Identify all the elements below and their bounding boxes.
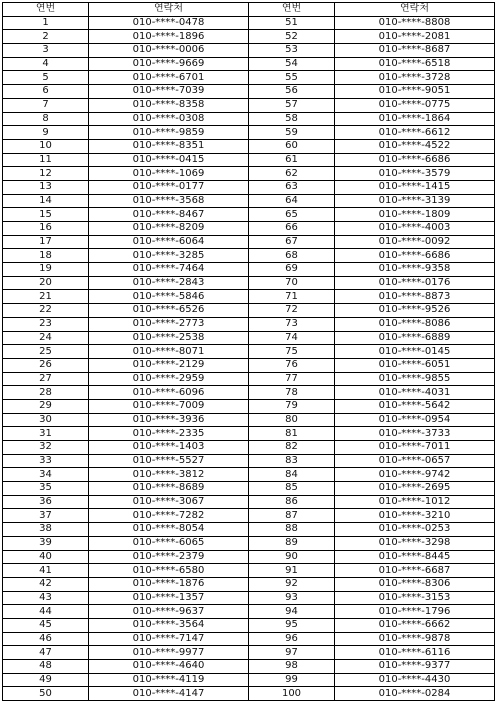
phone-cell: 010-****-2843 — [89, 276, 249, 290]
phone-cell: 010-****-8054 — [89, 523, 249, 537]
table-row — [3, 523, 495, 537]
row-number-cell: 28 — [3, 386, 89, 400]
phone-cell: 010-****-8358 — [89, 98, 249, 112]
table-row — [3, 577, 495, 591]
phone-cell: 010-****-0006 — [89, 44, 249, 58]
table-body — [3, 16, 495, 700]
table-row — [3, 687, 495, 701]
row-number-cell: 19 — [3, 263, 89, 277]
phone-cell: 010-****-7147 — [89, 632, 249, 646]
phone-cell: 010-****-6686 — [335, 249, 495, 263]
phone-cell: 010-****-8689 — [89, 482, 249, 496]
row-number-cell: 14 — [3, 194, 89, 208]
table-row — [3, 317, 495, 331]
phone-cell: 010-****-9377 — [335, 660, 495, 674]
row-number-cell: 7 — [3, 98, 89, 112]
row-number-cell: 55 — [249, 71, 335, 85]
row-number-cell: 79 — [249, 399, 335, 413]
phone-cell: 010-****-6889 — [335, 331, 495, 345]
row-number-cell: 40 — [3, 550, 89, 564]
row-number-cell: 90 — [249, 550, 335, 564]
row-number-cell: 31 — [3, 427, 89, 441]
row-number-cell: 77 — [249, 372, 335, 386]
phone-cell: 010-****-9977 — [89, 646, 249, 660]
row-number-cell: 47 — [3, 646, 89, 660]
table-row — [3, 468, 495, 482]
row-number-cell: 37 — [3, 509, 89, 523]
row-number-cell: 61 — [249, 153, 335, 167]
phone-cell: 010-****-3936 — [89, 413, 249, 427]
phone-cell: 010-****-0177 — [89, 180, 249, 194]
phone-cell: 010-****-6116 — [335, 646, 495, 660]
table-row — [3, 304, 495, 318]
row-number-cell: 12 — [3, 167, 89, 181]
row-number-cell: 23 — [3, 317, 89, 331]
row-number-cell: 15 — [3, 208, 89, 222]
row-number-cell: 16 — [3, 222, 89, 236]
row-number-cell: 43 — [3, 591, 89, 605]
table-row — [3, 550, 495, 564]
row-number-cell: 93 — [249, 591, 335, 605]
row-number-cell: 9 — [3, 126, 89, 140]
table-row — [3, 263, 495, 277]
phone-cell: 010-****-7282 — [89, 509, 249, 523]
header-contact-right: 연락처 — [335, 3, 495, 17]
row-number-cell: 67 — [249, 235, 335, 249]
phone-cell: 010-****-0415 — [89, 153, 249, 167]
row-number-cell: 100 — [249, 687, 335, 701]
row-number-cell: 26 — [3, 358, 89, 372]
row-number-cell: 75 — [249, 345, 335, 359]
table-row — [3, 386, 495, 400]
row-number-cell: 87 — [249, 509, 335, 523]
row-number-cell: 38 — [3, 523, 89, 537]
table-row — [3, 372, 495, 386]
table-row — [3, 235, 495, 249]
row-number-cell: 64 — [249, 194, 335, 208]
phone-cell: 010-****-1864 — [335, 112, 495, 126]
row-number-cell: 48 — [3, 660, 89, 674]
table-row — [3, 413, 495, 427]
row-number-cell: 78 — [249, 386, 335, 400]
phone-cell: 010-****-9878 — [335, 632, 495, 646]
table-row — [3, 249, 495, 263]
row-number-cell: 17 — [3, 235, 89, 249]
row-number-cell: 30 — [3, 413, 89, 427]
phone-cell: 010-****-0657 — [335, 454, 495, 468]
phone-cell: 010-****-1896 — [89, 30, 249, 44]
phone-cell: 010-****-3139 — [335, 194, 495, 208]
phone-cell: 010-****-5642 — [335, 399, 495, 413]
row-number-cell: 56 — [249, 85, 335, 99]
table-row — [3, 167, 495, 181]
phone-cell: 010-****-8808 — [335, 16, 495, 30]
row-number-cell: 42 — [3, 577, 89, 591]
table-row — [3, 44, 495, 58]
row-number-cell: 1 — [3, 16, 89, 30]
phone-cell: 010-****-3285 — [89, 249, 249, 263]
table-row — [3, 358, 495, 372]
table-row — [3, 222, 495, 236]
phone-cell: 010-****-1796 — [335, 605, 495, 619]
row-number-cell: 94 — [249, 605, 335, 619]
row-number-cell: 84 — [249, 468, 335, 482]
phone-cell: 010-****-0284 — [335, 687, 495, 701]
row-number-cell: 27 — [3, 372, 89, 386]
phone-cell: 010-****-1415 — [335, 180, 495, 194]
table-row — [3, 673, 495, 687]
phone-cell: 010-****-9742 — [335, 468, 495, 482]
table-row — [3, 509, 495, 523]
row-number-cell: 32 — [3, 441, 89, 455]
phone-cell: 010-****-6662 — [335, 618, 495, 632]
row-number-cell: 46 — [3, 632, 89, 646]
phone-cell: 010-****-3579 — [335, 167, 495, 181]
phone-cell: 010-****-2335 — [89, 427, 249, 441]
row-number-cell: 10 — [3, 139, 89, 153]
phone-cell: 010-****-9637 — [89, 605, 249, 619]
row-number-cell: 49 — [3, 673, 89, 687]
phone-cell: 010-****-0775 — [335, 98, 495, 112]
table-row — [3, 441, 495, 455]
phone-cell: 010-****-3298 — [335, 536, 495, 550]
row-number-cell: 44 — [3, 605, 89, 619]
table-row — [3, 30, 495, 44]
header-number-left: 연번 — [3, 3, 89, 17]
table-row — [3, 632, 495, 646]
table-row — [3, 331, 495, 345]
row-number-cell: 50 — [3, 687, 89, 701]
phone-cell: 010-****-4522 — [335, 139, 495, 153]
table-row — [3, 180, 495, 194]
row-number-cell: 82 — [249, 441, 335, 455]
row-number-cell: 13 — [3, 180, 89, 194]
table-row — [3, 153, 495, 167]
table-row — [3, 345, 495, 359]
table-row — [3, 126, 495, 140]
contact-table — [2, 2, 495, 701]
header-contact-left: 연락처 — [89, 3, 249, 17]
table-row — [3, 290, 495, 304]
row-number-cell: 8 — [3, 112, 89, 126]
row-number-cell: 65 — [249, 208, 335, 222]
phone-cell: 010-****-1876 — [89, 577, 249, 591]
phone-cell: 010-****-9855 — [335, 372, 495, 386]
phone-cell: 010-****-2081 — [335, 30, 495, 44]
row-number-cell: 96 — [249, 632, 335, 646]
row-number-cell: 2 — [3, 30, 89, 44]
phone-cell: 010-****-8071 — [89, 345, 249, 359]
row-number-cell: 69 — [249, 263, 335, 277]
phone-cell: 010-****-4003 — [335, 222, 495, 236]
phone-cell: 010-****-6701 — [89, 71, 249, 85]
table-row — [3, 139, 495, 153]
phone-cell: 010-****-6687 — [335, 564, 495, 578]
row-number-cell: 24 — [3, 331, 89, 345]
phone-cell: 010-****-4031 — [335, 386, 495, 400]
row-number-cell: 33 — [3, 454, 89, 468]
row-number-cell: 60 — [249, 139, 335, 153]
phone-cell: 010-****-1357 — [89, 591, 249, 605]
phone-cell: 010-****-8467 — [89, 208, 249, 222]
phone-cell: 010-****-3568 — [89, 194, 249, 208]
phone-cell: 010-****-5527 — [89, 454, 249, 468]
phone-cell: 010-****-6064 — [89, 235, 249, 249]
phone-cell: 010-****-8873 — [335, 290, 495, 304]
table-row — [3, 564, 495, 578]
phone-cell: 010-****-0308 — [89, 112, 249, 126]
row-number-cell: 52 — [249, 30, 335, 44]
row-number-cell: 53 — [249, 44, 335, 58]
phone-cell: 010-****-0478 — [89, 16, 249, 30]
row-number-cell: 62 — [249, 167, 335, 181]
phone-cell: 010-****-0253 — [335, 523, 495, 537]
phone-cell: 010-****-3728 — [335, 71, 495, 85]
phone-cell: 010-****-0092 — [335, 235, 495, 249]
row-number-cell: 76 — [249, 358, 335, 372]
row-number-cell: 6 — [3, 85, 89, 99]
row-number-cell: 70 — [249, 276, 335, 290]
phone-cell: 010-****-2773 — [89, 317, 249, 331]
phone-cell: 010-****-6580 — [89, 564, 249, 578]
phone-cell: 010-****-9859 — [89, 126, 249, 140]
row-number-cell: 91 — [249, 564, 335, 578]
phone-cell: 010-****-4640 — [89, 660, 249, 674]
row-number-cell: 29 — [3, 399, 89, 413]
table-row — [3, 536, 495, 550]
contact-sheet — [2, 2, 495, 701]
table-row — [3, 660, 495, 674]
phone-cell: 010-****-4119 — [89, 673, 249, 687]
row-number-cell: 41 — [3, 564, 89, 578]
row-number-cell: 92 — [249, 577, 335, 591]
phone-cell: 010-****-2959 — [89, 372, 249, 386]
table-row — [3, 98, 495, 112]
table-row — [3, 85, 495, 99]
phone-cell: 010-****-7464 — [89, 263, 249, 277]
row-number-cell: 80 — [249, 413, 335, 427]
row-number-cell: 66 — [249, 222, 335, 236]
phone-cell: 010-****-3067 — [89, 495, 249, 509]
row-number-cell: 63 — [249, 180, 335, 194]
row-number-cell: 22 — [3, 304, 89, 318]
row-number-cell: 58 — [249, 112, 335, 126]
row-number-cell: 11 — [3, 153, 89, 167]
phone-cell: 010-****-3210 — [335, 509, 495, 523]
phone-cell: 010-****-0176 — [335, 276, 495, 290]
row-number-cell: 83 — [249, 454, 335, 468]
phone-cell: 010-****-9358 — [335, 263, 495, 277]
phone-cell: 010-****-1809 — [335, 208, 495, 222]
table-row — [3, 454, 495, 468]
table-row — [3, 276, 495, 290]
row-number-cell: 4 — [3, 57, 89, 71]
header-row — [3, 3, 495, 17]
table-row — [3, 618, 495, 632]
row-number-cell: 21 — [3, 290, 89, 304]
row-number-cell: 59 — [249, 126, 335, 140]
phone-cell: 010-****-1069 — [89, 167, 249, 181]
row-number-cell: 72 — [249, 304, 335, 318]
table-row — [3, 399, 495, 413]
table-row — [3, 591, 495, 605]
row-number-cell: 25 — [3, 345, 89, 359]
table-row — [3, 194, 495, 208]
row-number-cell: 5 — [3, 71, 89, 85]
phone-cell: 010-****-8086 — [335, 317, 495, 331]
phone-cell: 010-****-6065 — [89, 536, 249, 550]
phone-cell: 010-****-9669 — [89, 57, 249, 71]
phone-cell: 010-****-0954 — [335, 413, 495, 427]
row-number-cell: 36 — [3, 495, 89, 509]
table-row — [3, 208, 495, 222]
phone-cell: 010-****-6686 — [335, 153, 495, 167]
phone-cell: 010-****-1403 — [89, 441, 249, 455]
phone-cell: 010-****-4430 — [335, 673, 495, 687]
table-row — [3, 16, 495, 30]
phone-cell: 010-****-6096 — [89, 386, 249, 400]
table-row — [3, 495, 495, 509]
phone-cell: 010-****-2129 — [89, 358, 249, 372]
row-number-cell: 99 — [249, 673, 335, 687]
row-number-cell: 81 — [249, 427, 335, 441]
phone-cell: 010-****-2695 — [335, 482, 495, 496]
row-number-cell: 73 — [249, 317, 335, 331]
phone-cell: 010-****-5846 — [89, 290, 249, 304]
table-row — [3, 482, 495, 496]
phone-cell: 010-****-6518 — [335, 57, 495, 71]
row-number-cell: 3 — [3, 44, 89, 58]
phone-cell: 010-****-7039 — [89, 85, 249, 99]
phone-cell: 010-****-8209 — [89, 222, 249, 236]
phone-cell: 010-****-2379 — [89, 550, 249, 564]
phone-cell: 010-****-6612 — [335, 126, 495, 140]
phone-cell: 010-****-3153 — [335, 591, 495, 605]
row-number-cell: 68 — [249, 249, 335, 263]
phone-cell: 010-****-0145 — [335, 345, 495, 359]
row-number-cell: 74 — [249, 331, 335, 345]
table-row — [3, 57, 495, 71]
table-row — [3, 646, 495, 660]
row-number-cell: 88 — [249, 523, 335, 537]
row-number-cell: 97 — [249, 646, 335, 660]
row-number-cell: 71 — [249, 290, 335, 304]
phone-cell: 010-****-3564 — [89, 618, 249, 632]
phone-cell: 010-****-2538 — [89, 331, 249, 345]
row-number-cell: 51 — [249, 16, 335, 30]
phone-cell: 010-****-3812 — [89, 468, 249, 482]
row-number-cell: 86 — [249, 495, 335, 509]
row-number-cell: 89 — [249, 536, 335, 550]
phone-cell: 010-****-1012 — [335, 495, 495, 509]
row-number-cell: 85 — [249, 482, 335, 496]
row-number-cell: 20 — [3, 276, 89, 290]
header-number-right: 연번 — [249, 3, 335, 17]
table-row — [3, 71, 495, 85]
row-number-cell: 54 — [249, 57, 335, 71]
phone-cell: 010-****-8351 — [89, 139, 249, 153]
row-number-cell: 98 — [249, 660, 335, 674]
phone-cell: 010-****-4147 — [89, 687, 249, 701]
phone-cell: 010-****-7009 — [89, 399, 249, 413]
row-number-cell: 39 — [3, 536, 89, 550]
table-row — [3, 112, 495, 126]
phone-cell: 010-****-9526 — [335, 304, 495, 318]
row-number-cell: 18 — [3, 249, 89, 263]
phone-cell: 010-****-7011 — [335, 441, 495, 455]
table-row — [3, 427, 495, 441]
phone-cell: 010-****-6526 — [89, 304, 249, 318]
row-number-cell: 34 — [3, 468, 89, 482]
phone-cell: 010-****-8687 — [335, 44, 495, 58]
phone-cell: 010-****-6051 — [335, 358, 495, 372]
phone-cell: 010-****-8306 — [335, 577, 495, 591]
row-number-cell: 95 — [249, 618, 335, 632]
table-row — [3, 605, 495, 619]
row-number-cell: 57 — [249, 98, 335, 112]
phone-cell: 010-****-9051 — [335, 85, 495, 99]
phone-cell: 010-****-8445 — [335, 550, 495, 564]
row-number-cell: 35 — [3, 482, 89, 496]
row-number-cell: 45 — [3, 618, 89, 632]
phone-cell: 010-****-3733 — [335, 427, 495, 441]
